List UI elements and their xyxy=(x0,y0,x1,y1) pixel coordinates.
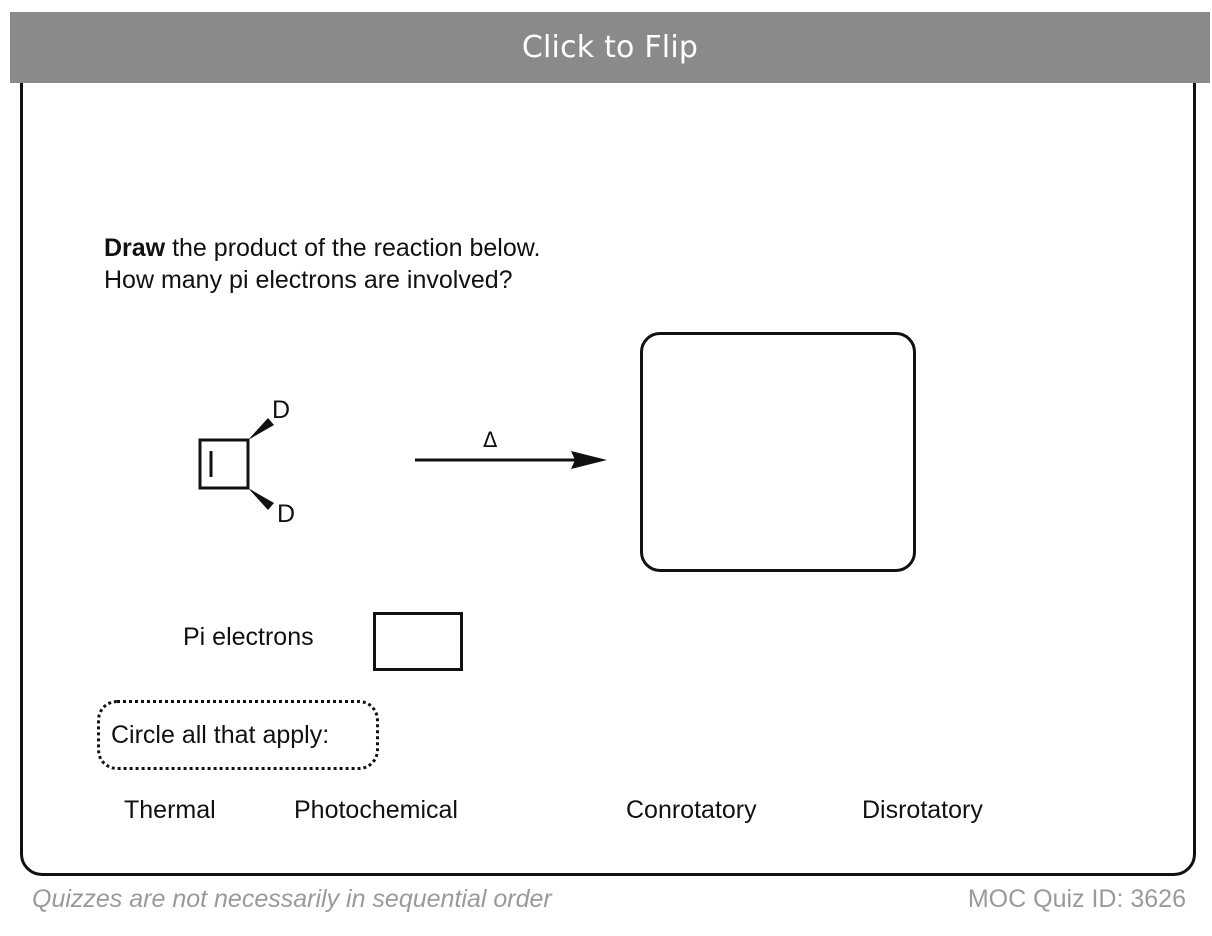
flip-button-label: Click to Flip xyxy=(521,30,699,65)
question-line-1 xyxy=(104,232,540,264)
heat-symbol: Δ xyxy=(483,428,498,452)
footer-note: Quizzes are not necessarily in sequential order xyxy=(32,885,552,913)
wedge-bond-bottom xyxy=(248,488,274,510)
circle-prompt-label: Circle all that apply: xyxy=(111,720,330,749)
option-conrotatory[interactable]: Conrotatory xyxy=(626,796,757,824)
pi-electrons-label: Pi electrons xyxy=(183,623,314,651)
option-thermal[interactable]: Thermal xyxy=(124,796,216,824)
option-photochemical[interactable]: Photochemical xyxy=(294,796,458,824)
question-bold-word: Draw xyxy=(104,234,166,262)
wedge-bond-top xyxy=(248,418,274,440)
question-line-1-rest: the product of the reaction below. xyxy=(165,234,541,262)
flip-button[interactable] xyxy=(10,12,1210,83)
product-drawing-box[interactable] xyxy=(640,332,916,572)
substituent-label-top: D xyxy=(272,396,291,424)
arrow-head xyxy=(571,451,607,469)
question-line-2: How many pi electrons are involved? xyxy=(104,266,513,294)
quiz-id: MOC Quiz ID: 3626 xyxy=(967,885,1186,913)
reaction-arrow xyxy=(405,420,615,476)
reactant-structure xyxy=(180,385,330,535)
circle-prompt-box xyxy=(97,700,379,770)
option-disrotatory[interactable]: Disrotatory xyxy=(862,796,983,824)
substituent-label-bottom: D xyxy=(277,500,296,528)
question-text xyxy=(104,232,540,296)
pi-electrons-input[interactable] xyxy=(373,612,463,671)
cyclobutene-ring xyxy=(200,440,248,488)
